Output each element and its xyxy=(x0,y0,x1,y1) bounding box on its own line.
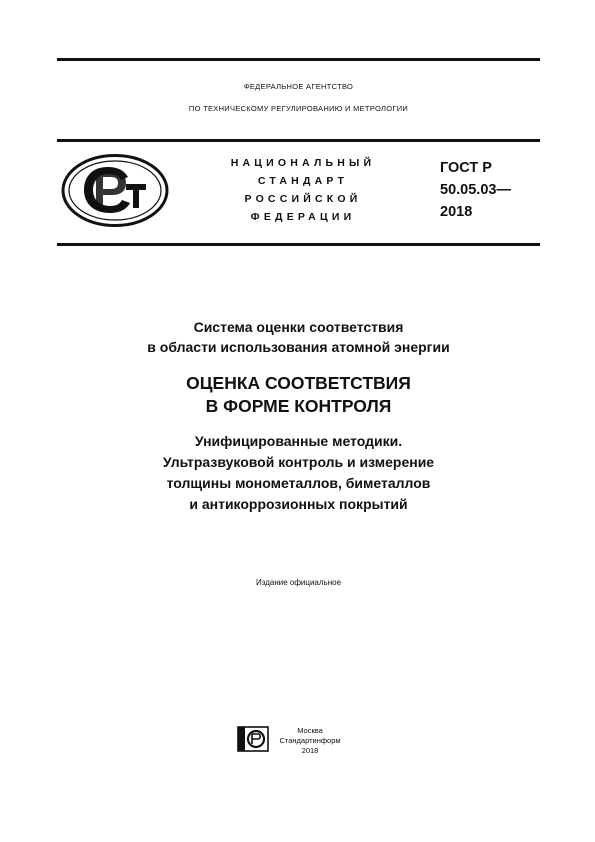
series-title-line-2: в области использования атомной энергии xyxy=(147,339,450,355)
publisher-block xyxy=(270,726,350,756)
publisher-name: Стандартинформ xyxy=(279,736,341,745)
edition-note: Издание официальное xyxy=(255,578,342,587)
standard-type-line-3: РОССИЙСКОЙ xyxy=(244,193,362,205)
subtitle-line-3: толщины монометаллов, биметаллов xyxy=(166,475,431,491)
gost-r-logo-icon xyxy=(60,153,170,228)
designation-line-2: 50.05.03— xyxy=(440,182,511,198)
main-title-line-2: В ФОРМЕ КОНТРОЛЯ xyxy=(205,396,392,416)
subtitle-line-4: и антикоррозионных покрытий xyxy=(189,496,408,512)
top-rule xyxy=(57,58,540,61)
standard-type-line-2: СТАНДАРТ xyxy=(257,175,349,187)
standard-type-line-4: ФЕДЕРАЦИИ xyxy=(250,211,356,223)
series-title-line-1: Система оценки соответствия xyxy=(193,319,404,335)
agency-line-2: ПО ТЕХНИЧЕСКОМУ РЕГУЛИРОВАНИЮ И МЕТРОЛОГИИ xyxy=(188,104,409,113)
designation-line-3: 2018 xyxy=(440,204,473,220)
publisher-city: Москва xyxy=(297,726,323,735)
subtitle-line-1: Унифицированные методики. xyxy=(194,433,403,449)
publisher-year: 2018 xyxy=(301,746,319,755)
header-rule-bottom xyxy=(57,243,540,246)
designation-line-1: ГОСТ Р xyxy=(440,160,492,176)
header-rule-top xyxy=(57,139,540,142)
subtitle-line-2: Ультразвуковой контроль и измерение xyxy=(162,454,435,470)
standard-type-line-1: НАЦИОНАЛЬНЫЙ xyxy=(230,157,376,169)
main-title-line-1: ОЦЕНКА СООТВЕТСТВИЯ xyxy=(186,373,411,393)
standartinform-logo-icon xyxy=(237,726,269,752)
agency-line-1: ФЕДЕРАЛЬНОЕ АГЕНТСТВО xyxy=(243,82,354,91)
